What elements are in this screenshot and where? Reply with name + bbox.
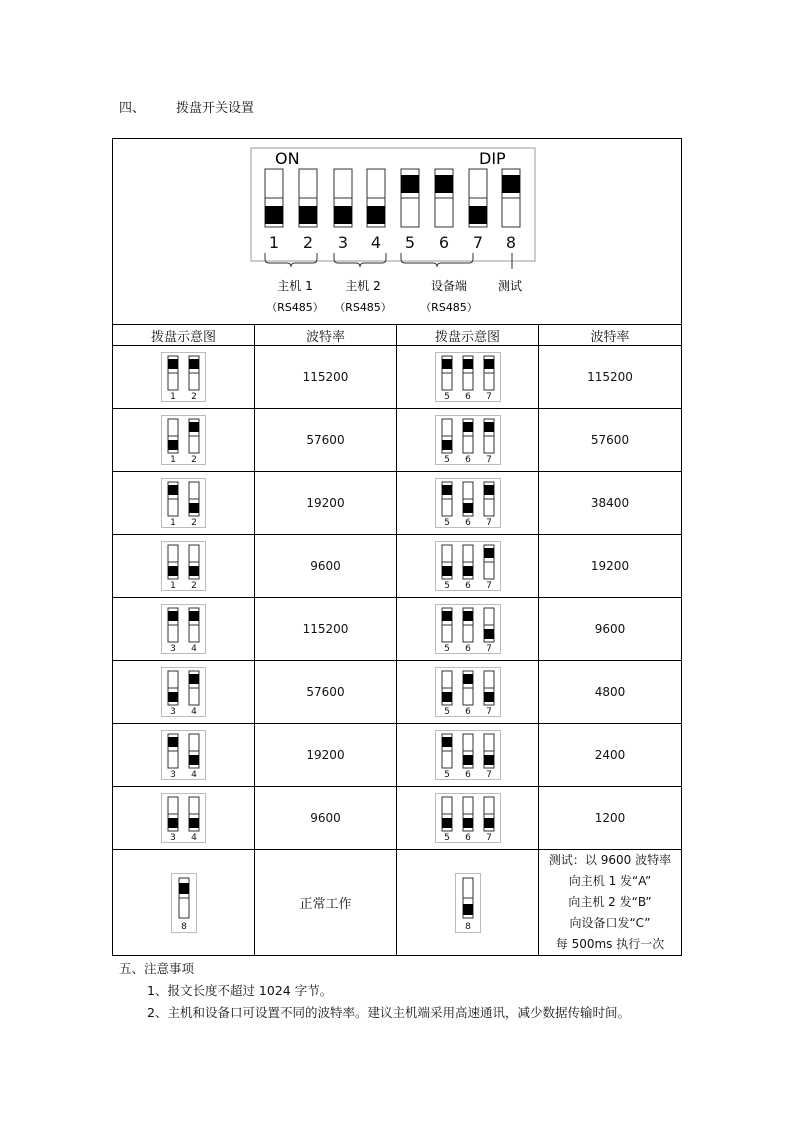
switch-number: 1 <box>170 518 176 528</box>
switch-number: 6 <box>464 392 471 402</box>
switch-number: 7 <box>485 518 492 528</box>
dip-label: DIP <box>479 149 506 168</box>
switch-number: 6 <box>464 770 471 780</box>
switch-number: 1 <box>268 233 280 252</box>
right-baud-cell: 4800 <box>539 661 682 724</box>
dip-diagram <box>161 604 206 654</box>
dip-diagram <box>435 730 501 780</box>
left-diagram-cell <box>113 661 255 724</box>
switch-knob <box>463 674 473 684</box>
dip-switch <box>265 169 283 227</box>
switch-knob <box>463 359 473 369</box>
switch-knob <box>463 422 473 432</box>
header-diagram-right: 拨盘示意图 <box>397 325 539 346</box>
switch-number: 1 <box>170 455 176 465</box>
switch-knob <box>484 692 494 702</box>
switch-number: 6 <box>464 707 471 717</box>
switch-number: 2 <box>191 518 197 528</box>
right-diagram-cell <box>397 409 539 472</box>
switch-knob <box>463 904 473 915</box>
dip-diagram <box>435 604 501 654</box>
switch-number: 3 <box>170 770 176 780</box>
left-baud-cell: 57600 <box>255 661 397 724</box>
switch-number: 1 <box>170 581 176 591</box>
dip-switch <box>401 169 419 227</box>
left-diagram-cell <box>113 787 255 850</box>
switch-number: 4 <box>191 707 197 717</box>
table-row <box>113 409 682 472</box>
switch-knob <box>189 359 199 369</box>
switch-knob <box>189 566 199 576</box>
dip-diagram <box>435 667 501 717</box>
dip-diagram <box>161 667 206 717</box>
switch-knob <box>463 755 473 765</box>
right-baud-cell: 2400 <box>539 724 682 787</box>
last-left-diagram <box>113 850 255 956</box>
device-rs485: （RS485） <box>420 301 478 314</box>
switch-knob <box>442 440 452 450</box>
switch-number: 2 <box>191 455 197 465</box>
switch-knob <box>189 422 199 432</box>
header-baud-right: 波特率 <box>539 325 682 346</box>
right-diagram-cell <box>397 472 539 535</box>
switch-knob <box>469 206 487 224</box>
right-diagram-cell <box>397 787 539 850</box>
switch-number: 5 <box>443 455 450 465</box>
dip-diagram <box>435 793 501 843</box>
left-diagram-cell <box>113 472 255 535</box>
dip-settings-table <box>112 138 682 956</box>
switch-knob <box>168 692 178 702</box>
switch-number: 5 <box>443 833 450 843</box>
note-item: 2、主机和设备口可设置不同的波特率。建议主机端采用高速通讯，减少数据传输时间。 <box>147 1005 630 1020</box>
left-baud-cell: 57600 <box>255 409 397 472</box>
section4-heading <box>119 97 254 116</box>
switch-knob <box>367 206 385 224</box>
switch-number: 5 <box>404 233 416 252</box>
switch-knob <box>442 818 452 828</box>
switch-number: 6 <box>464 581 471 591</box>
switch-knob <box>484 485 494 495</box>
switch-knob <box>168 566 178 576</box>
switch-number: 7 <box>485 770 492 780</box>
table-row <box>113 472 682 535</box>
left-baud-cell: 19200 <box>255 472 397 535</box>
header-diagram-left: 拨盘示意图 <box>113 325 255 346</box>
switch-number: 6 <box>464 644 471 654</box>
switch-knob <box>179 883 189 894</box>
switch-knob <box>484 629 494 639</box>
left-diagram-cell <box>113 346 255 409</box>
switch-knob <box>189 755 199 765</box>
table-row <box>113 724 682 787</box>
dip-diagram <box>161 352 206 402</box>
switch-number: 8 <box>180 921 187 932</box>
switch-knob <box>168 485 178 495</box>
table-row <box>113 787 682 850</box>
switch-knob <box>265 206 283 224</box>
switch-knob <box>484 548 494 558</box>
last-row <box>113 850 682 956</box>
dip-overview-figure <box>113 139 680 324</box>
host2-rs485: （RS485） <box>334 301 392 314</box>
left-diagram-cell <box>113 409 255 472</box>
left-baud-cell: 9600 <box>255 535 397 598</box>
switch-knob <box>168 737 178 747</box>
test-line: 测试：以 9600 波特率 <box>548 853 672 867</box>
switch-number: 7 <box>472 233 484 252</box>
right-baud-cell: 1200 <box>539 787 682 850</box>
left-diagram-cell <box>113 724 255 787</box>
switch-knob <box>442 692 452 702</box>
switch-number: 3 <box>337 233 349 252</box>
switch-knob <box>442 611 452 621</box>
switch-number: 6 <box>438 233 450 252</box>
section5-notes <box>119 958 630 1024</box>
dip-diagram <box>435 352 501 402</box>
last-left-text: 正常工作 <box>255 850 397 956</box>
right-baud-cell: 115200 <box>539 346 682 409</box>
switch-knob <box>189 674 199 684</box>
switch-number: 7 <box>485 833 492 843</box>
left-baud-cell: 115200 <box>255 598 397 661</box>
switch-knob <box>463 818 473 828</box>
switch-knob <box>189 611 199 621</box>
right-diagram-cell <box>397 661 539 724</box>
switch-number: 6 <box>464 833 471 843</box>
switch-number: 5 <box>443 392 450 402</box>
dip-diagram <box>161 541 206 591</box>
switch-knob <box>189 818 199 828</box>
dip-diagram <box>161 478 206 528</box>
switch-number: 8 <box>505 233 517 252</box>
table-row <box>113 346 682 409</box>
table-header-row <box>113 325 682 346</box>
test-line: 向设备口发“C” <box>569 916 651 930</box>
left-baud-cell: 19200 <box>255 724 397 787</box>
right-baud-cell: 57600 <box>539 409 682 472</box>
switch-knob <box>189 503 199 513</box>
dip-diagram <box>435 478 501 528</box>
switch-number: 4 <box>191 833 197 843</box>
section5-title: 五、注意事项 <box>119 961 195 976</box>
dip-switch <box>502 169 520 227</box>
switch-number: 4 <box>370 233 382 252</box>
switch-number: 7 <box>485 455 492 465</box>
dip-diagram <box>435 541 501 591</box>
switch-knob <box>463 611 473 621</box>
dip-diagram <box>455 873 481 933</box>
switch-knob <box>168 611 178 621</box>
on-label: ON <box>275 149 300 168</box>
dip-switch <box>334 169 352 227</box>
switch-knob <box>463 566 473 576</box>
switch-number: 6 <box>464 455 471 465</box>
switch-number: 7 <box>485 707 492 717</box>
switch-knob <box>484 422 494 432</box>
switch-number: 5 <box>443 518 450 528</box>
switch-knob <box>334 206 352 224</box>
right-baud-cell: 38400 <box>539 472 682 535</box>
switch-knob <box>168 818 178 828</box>
switch-knob <box>484 359 494 369</box>
dip-switch <box>367 169 385 227</box>
test-line: 每 500ms 执行一次 <box>555 937 665 951</box>
host1-rs485: （RS485） <box>266 301 324 314</box>
dip-switch <box>469 169 487 227</box>
section4-title: 拨盘开关设置 <box>176 101 255 116</box>
right-diagram-cell <box>397 346 539 409</box>
left-baud-cell: 9600 <box>255 787 397 850</box>
right-baud-cell: 9600 <box>539 598 682 661</box>
switch-number: 7 <box>485 581 492 591</box>
dip-switch <box>435 169 453 227</box>
switch-knob <box>484 818 494 828</box>
left-baud-cell: 115200 <box>255 346 397 409</box>
right-diagram-cell <box>397 535 539 598</box>
host1-label: 主机 1 <box>277 279 313 293</box>
dip-diagram <box>435 415 501 465</box>
right-diagram-cell <box>397 724 539 787</box>
switch-number: 4 <box>191 644 197 654</box>
device-label: 设备端 <box>430 279 468 293</box>
last-right-diagram <box>397 850 539 956</box>
switch-number: 7 <box>485 392 492 402</box>
test-line: 向主机 2 发“B” <box>568 895 652 909</box>
table-row <box>113 535 682 598</box>
switch-number: 5 <box>443 644 450 654</box>
right-baud-cell: 19200 <box>539 535 682 598</box>
switch-number: 2 <box>191 392 197 402</box>
switch-number: 6 <box>464 518 471 528</box>
switch-number: 3 <box>170 644 176 654</box>
switch-knob <box>502 175 520 193</box>
switch-knob <box>299 206 317 224</box>
switch-number: 3 <box>170 833 176 843</box>
table-row <box>113 661 682 724</box>
test-label: 测试 <box>497 279 523 293</box>
switch-number: 3 <box>170 707 176 717</box>
switch-number: 5 <box>443 770 450 780</box>
switch-knob <box>442 737 452 747</box>
switch-number: 1 <box>170 392 176 402</box>
switch-knob <box>442 359 452 369</box>
switch-knob <box>484 755 494 765</box>
switch-number: 5 <box>443 581 450 591</box>
switch-number: 8 <box>464 921 471 932</box>
switch-knob <box>442 566 452 576</box>
left-diagram-cell <box>113 535 255 598</box>
switch-number: 5 <box>443 707 450 717</box>
switch-number: 2 <box>302 233 314 252</box>
test-line: 向主机 1 发“A” <box>568 874 652 888</box>
switch-number: 2 <box>191 581 197 591</box>
right-diagram-cell <box>397 598 539 661</box>
dip-diagram <box>161 730 206 780</box>
switch-knob <box>463 503 473 513</box>
dip-overview-figure-cell <box>113 139 682 325</box>
dip-switch <box>299 169 317 227</box>
switch-number: 4 <box>191 770 197 780</box>
left-diagram-cell <box>113 598 255 661</box>
section4-number: 四、 <box>119 101 146 116</box>
switch-knob <box>168 359 178 369</box>
switch-number: 7 <box>485 644 492 654</box>
switch-knob <box>435 175 453 193</box>
note-item: 1、报文长度不超过 1024 字节。 <box>147 983 333 998</box>
dip-diagram <box>171 873 197 933</box>
host2-label: 主机 2 <box>345 279 381 293</box>
dip-diagram <box>161 793 206 843</box>
switch-knob <box>168 440 178 450</box>
table-row <box>113 598 682 661</box>
header-baud-left: 波特率 <box>255 325 397 346</box>
test-mode-description <box>539 850 682 956</box>
switch-knob <box>401 175 419 193</box>
dip-diagram <box>161 415 206 465</box>
switch-knob <box>442 485 452 495</box>
